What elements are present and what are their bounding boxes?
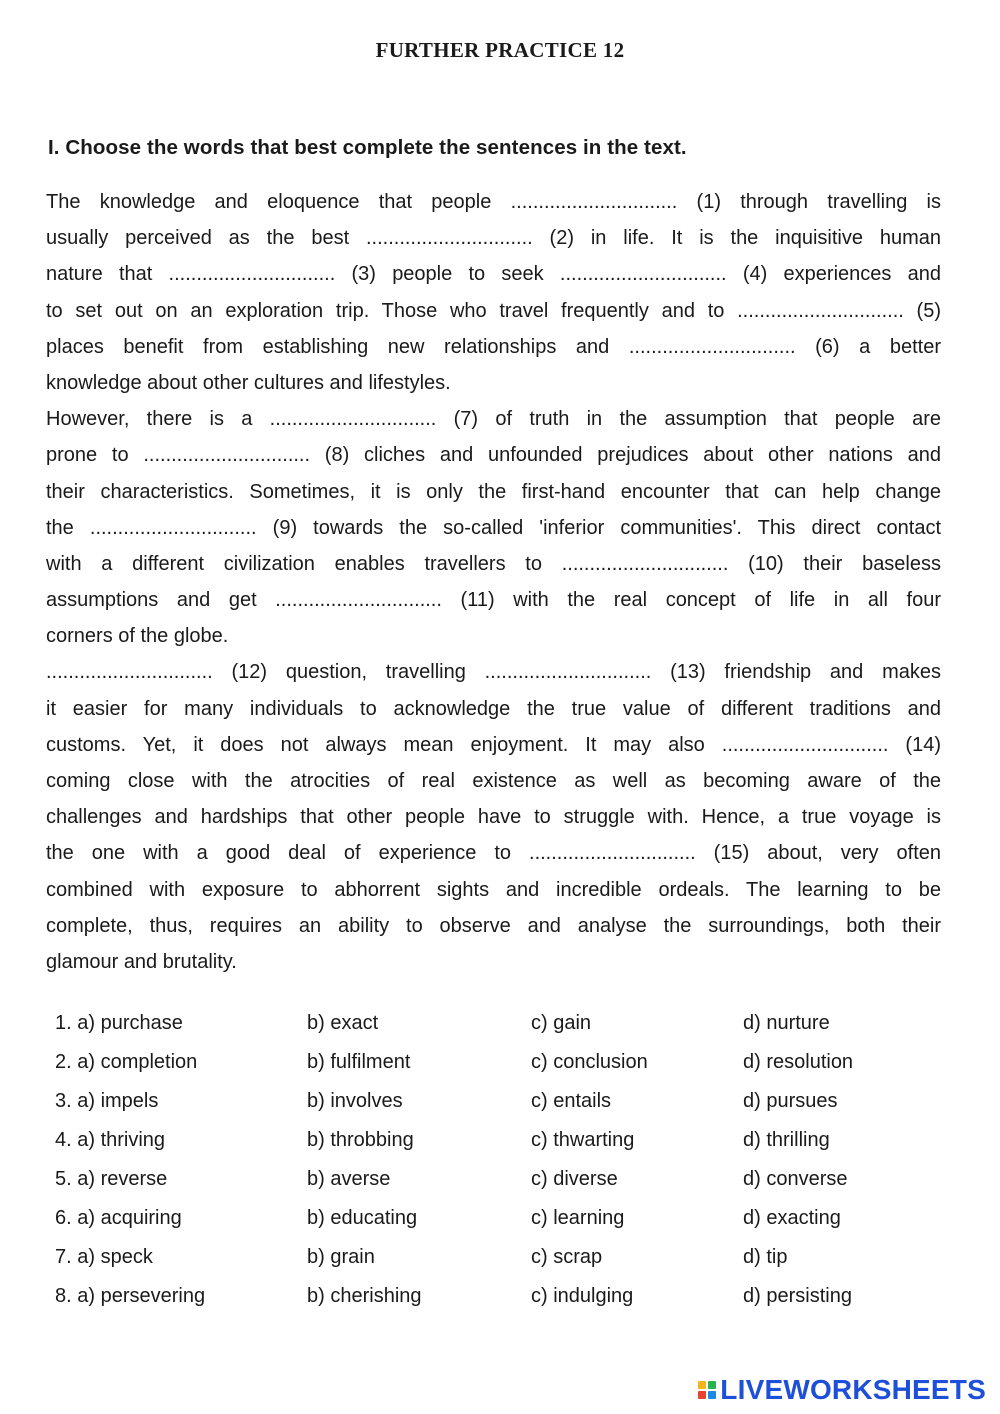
- option-a[interactable]: 6. a) acquiring: [55, 1207, 182, 1229]
- option-b[interactable]: b) educating: [307, 1207, 418, 1229]
- logo-square: [708, 1381, 716, 1389]
- option-b[interactable]: b) fulfilment: [307, 1051, 411, 1073]
- passage-line: .............................. (12) question, travelling .............................. (13) friendship and makes: [46, 661, 941, 684]
- option-c[interactable]: c) entails: [531, 1090, 612, 1112]
- option-a[interactable]: 5. a) reverse: [55, 1168, 168, 1190]
- logo-square: [698, 1391, 706, 1399]
- passage-line: The knowledge and eloquence that people .............................. (1) through travelling is: [46, 191, 941, 213]
- passage-line: with a different civilization enables travellers to .............................. (10) their baseless: [46, 552, 941, 575]
- option-b[interactable]: b) averse: [307, 1168, 391, 1190]
- passage-line: challenges and hardships that other people have to struggle with. Hence, a true voyage is: [46, 806, 941, 829]
- liveworksheets-logo-icon: [698, 1381, 716, 1399]
- option-b[interactable]: b) throbbing: [307, 1129, 414, 1151]
- passage-text: [46, 184, 941, 980]
- passage-line: prone to .............................. (8) cliches and unfounded prejudices about other nations and: [46, 444, 941, 467]
- passage-line: complete, thus, requires an ability to observe and analyse the surroundings, both their: [46, 914, 941, 937]
- passage-line: combined with exposure to abhorrent sights and incredible ordeals. The learning to be: [46, 878, 941, 901]
- option-d[interactable]: d) exacting: [743, 1207, 841, 1229]
- option-d[interactable]: d) converse: [743, 1168, 848, 1190]
- option-c[interactable]: c) scrap: [531, 1246, 603, 1268]
- page-title: FURTHER PRACTICE 12: [375, 38, 625, 62]
- option-c[interactable]: c) gain: [531, 1012, 592, 1034]
- option-d[interactable]: d) tip: [743, 1246, 788, 1268]
- passage-line: usually perceived as the best .............................. (2) in life. It is the inquisitive human: [46, 227, 941, 250]
- logo-square: [698, 1381, 706, 1389]
- option-c[interactable]: c) thwarting: [531, 1129, 635, 1151]
- option-d[interactable]: d) persisting: [743, 1285, 852, 1307]
- answer-row: [55, 1277, 955, 1316]
- option-c[interactable]: c) conclusion: [531, 1051, 648, 1073]
- option-a[interactable]: 4. a) thriving: [55, 1129, 166, 1151]
- option-a[interactable]: 7. a) speck: [55, 1246, 153, 1268]
- passage-line: it easier for many individuals to acknowledge the true value of different traditions and: [46, 697, 941, 720]
- passage-line: coming close with the atrocities of real existence as well as becoming aware of the: [46, 770, 941, 792]
- option-b[interactable]: b) involves: [307, 1090, 403, 1112]
- passage-line: the one with a good deal of experience to .............................. (15) about, very often: [46, 842, 941, 865]
- exercise-instruction: I. Choose the words that best complete the sentences in the text.: [48, 136, 687, 159]
- passage-line: to set out on an exploration trip. Those who travel frequently and to .............................. (5): [46, 299, 941, 322]
- passage-line: knowledge about other cultures and lifestyles.: [46, 371, 451, 394]
- option-d[interactable]: d) thrilling: [743, 1129, 830, 1151]
- option-b[interactable]: b) exact: [307, 1012, 379, 1034]
- answer-row: [55, 1199, 955, 1238]
- answer-row: [55, 1121, 955, 1160]
- passage-line: glamour and brutality.: [46, 950, 237, 973]
- passage-line: customs. Yet, it does not always mean enjoyment. It may also .............................. (14): [46, 733, 941, 756]
- logo-text: LIVEWORKSHEETS: [720, 1374, 986, 1405]
- answer-row: [55, 1043, 955, 1082]
- answer-row: [55, 1238, 955, 1277]
- passage-line: corners of the globe.: [46, 625, 229, 648]
- passage-line: their characteristics. Sometimes, it is only the first-hand encounter that can help change: [46, 480, 941, 503]
- passage-line: However, there is a .............................. (7) of truth in the assumption that people are: [46, 408, 941, 431]
- option-b[interactable]: b) grain: [307, 1246, 375, 1268]
- passage-line: the .............................. (9) towards the so-called 'inferior communities'. This direct contact: [46, 516, 941, 539]
- answer-row: [55, 1004, 955, 1043]
- passage-line: assumptions and get .............................. (11) with the real concept of life in all four: [46, 589, 941, 612]
- answer-row: [55, 1160, 955, 1199]
- option-a[interactable]: 1. a) purchase: [55, 1012, 183, 1034]
- option-d[interactable]: d) resolution: [743, 1051, 854, 1073]
- option-a[interactable]: 2. a) completion: [55, 1051, 198, 1073]
- option-c[interactable]: c) diverse: [531, 1168, 618, 1190]
- option-d[interactable]: d) pursues: [743, 1090, 838, 1112]
- option-c[interactable]: c) learning: [531, 1207, 625, 1229]
- option-b[interactable]: b) cherishing: [307, 1285, 422, 1307]
- answer-options: [55, 1004, 955, 1316]
- logo-square: [708, 1391, 716, 1399]
- passage-line: places benefit from establishing new relationships and .............................. (6) a better: [46, 335, 941, 358]
- liveworksheets-logo[interactable]: [698, 1370, 986, 1410]
- answer-row: [55, 1082, 955, 1121]
- option-a[interactable]: 8. a) persevering: [55, 1285, 206, 1307]
- option-d[interactable]: d) nurture: [743, 1012, 830, 1034]
- passage-line: nature that .............................. (3) people to seek .............................. (4) experiences and: [46, 263, 941, 286]
- option-c[interactable]: c) indulging: [531, 1285, 634, 1307]
- option-a[interactable]: 3. a) impels: [55, 1090, 159, 1112]
